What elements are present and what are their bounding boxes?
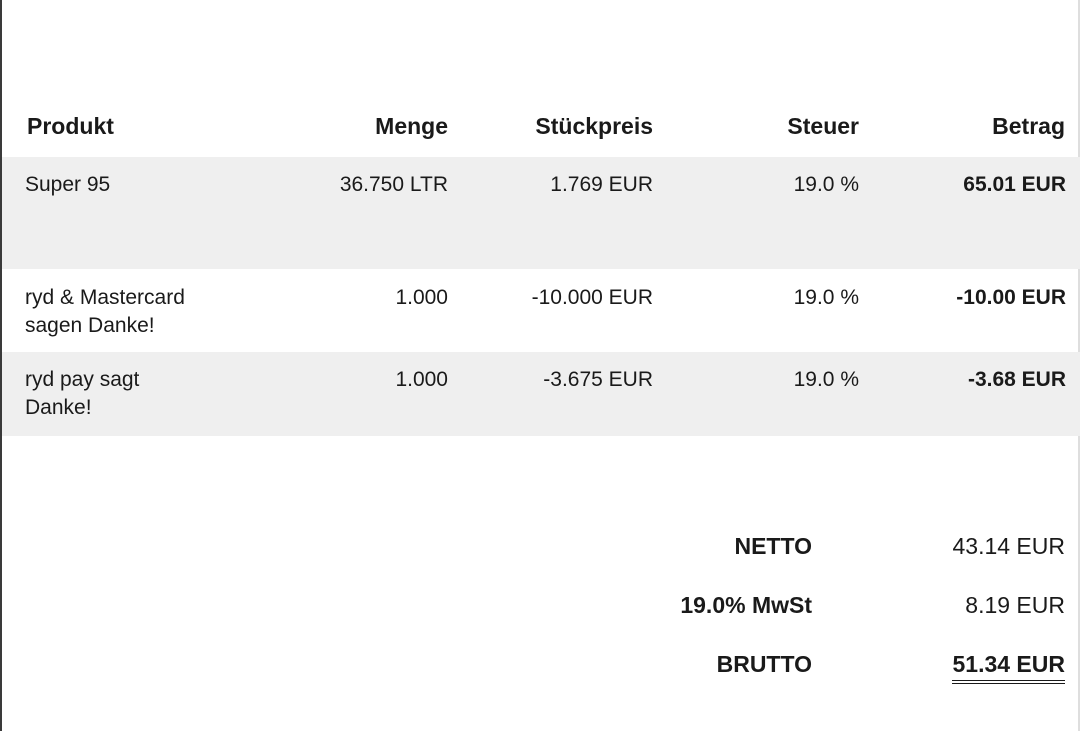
row-product — [25, 284, 255, 340]
row-unit-price: -10.000 EUR — [531, 286, 653, 309]
header-product: Produkt — [27, 113, 114, 139]
row-quantity: 36.750 LTR — [339, 173, 448, 196]
row-unit-price: 1.769 EUR — [550, 173, 653, 196]
row-product-line: sagen Danke! — [25, 314, 155, 337]
row-tax: 19.0 % — [793, 368, 859, 391]
row-amount: -3.68 EUR — [967, 368, 1066, 391]
brutto-value — [865, 651, 1065, 684]
header-quantity: Menge — [375, 113, 448, 139]
row-quantity: 1.000 — [395, 368, 448, 391]
table-header-row — [0, 112, 1080, 152]
header-unit-price: Stückpreis — [535, 113, 653, 139]
mwst-value: 8.19 EUR — [965, 592, 1065, 618]
brutto-value-text: 51.34 EUR — [952, 651, 1065, 684]
table-row — [2, 270, 1080, 351]
row-product — [25, 366, 255, 422]
header-amount: Betrag — [992, 113, 1065, 139]
table-row — [2, 157, 1080, 269]
row-tax: 19.0 % — [793, 286, 859, 309]
brutto-label: BRUTTO — [716, 651, 812, 677]
row-amount: 65.01 EUR — [963, 173, 1066, 196]
row-product-line: ryd & Mastercard — [25, 286, 185, 309]
netto-label: NETTO — [734, 533, 812, 559]
row-product: Super 95 — [25, 173, 111, 196]
row-tax: 19.0 % — [793, 173, 859, 196]
header-tax: Steuer — [787, 113, 859, 139]
table-row — [2, 352, 1080, 436]
row-product-line: Danke! — [25, 396, 92, 419]
row-quantity: 1.000 — [395, 286, 448, 309]
mwst-label: 19.0% MwSt — [680, 592, 812, 618]
row-amount: -10.00 EUR — [956, 286, 1066, 309]
row-product-line: ryd pay sagt — [25, 368, 140, 391]
netto-value: 43.14 EUR — [952, 533, 1065, 559]
row-unit-price: -3.675 EUR — [543, 368, 653, 391]
